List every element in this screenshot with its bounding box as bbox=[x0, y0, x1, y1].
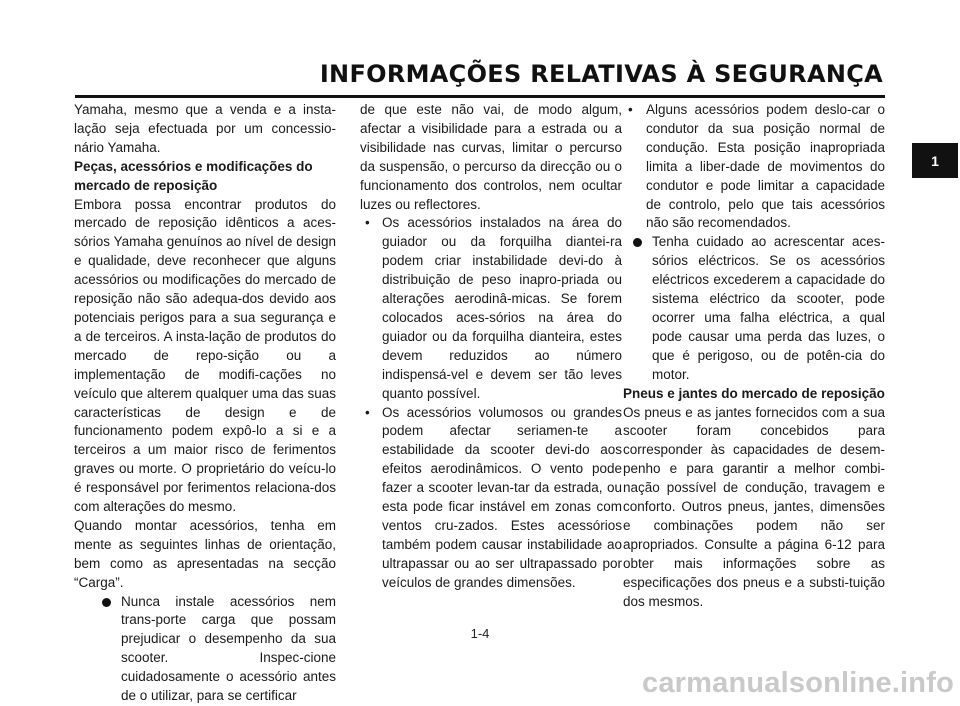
list-item bbox=[360, 404, 622, 593]
list-item bbox=[360, 214, 622, 403]
paragraph: de que este não vai, de modo algum, afectar a visibilidade para a estrada ou a visibilidade nas curvas, limitar o percurso da suspensão, o percurso da direcção ou o funcionamento dos controlos, nem ocultar luzes ou reflectores. bbox=[360, 102, 622, 212]
paragraph: Embora possa encontrar produtos do mercado de reposição idênticos a aces-sórios Yamaha genuínos ao nível de design e qualidade, deve reconhecer que alguns acessórios ou modificações do mercado de reposição não são adequa-dos devido aos potenciais perigos para a sua segurança e a de terceiros. A insta-lação de produtos do mercado de repo-sição ou a implementação de modifi-cações no veículo que alterem qualquer uma das suas características de design e de funcionamento podem expô-lo a si e a terceiros a um maior risco de ferimentos graves ou morte. O proprietário do veícu-lo é responsável por ferimentos relaciona-dos com alterações do mesmo. bbox=[74, 196, 336, 515]
list-item bbox=[74, 593, 336, 706]
column-1 bbox=[74, 101, 336, 706]
section-heading: Pneus e jantes do mercado de reposição bbox=[623, 385, 885, 401]
paragraph: Quando montar acessórios, tenha em mente as seguintes linhas de orientação, bem como as apresentadas na secção “Carga”. bbox=[74, 517, 336, 590]
bullet-dot-icon bbox=[102, 598, 111, 607]
list-item-text: Nunca instale acessórios nem trans-porte carga que possam prejudicar o desempenho da sua scooter. Inspec-cione cuidadosamente o acessório antes de o utilizar, para se certificar bbox=[121, 593, 336, 704]
section-title: INFORMAÇÕES RELATIVAS À SEGURANÇA bbox=[319, 60, 883, 88]
section-heading: Peças, acessórios e modificações do mercado de reposição bbox=[74, 158, 313, 193]
bullet-marker: • bbox=[628, 102, 633, 117]
page-number: 1-4 bbox=[470, 626, 490, 641]
bullet-marker: • bbox=[365, 404, 370, 420]
list-item-text: Os acessórios instalados na área do guiador ou da forquilha diantei-ra podem criar instabilidade devi-do à distribuição de peso inapro-priada ou alterações aerodinâ-micas. Se forem colocados aces-sórios na área do guiador ou da forquilha dianteira, estes devem reduzidos ao número indispensá-vel e devem ser tão leves quanto possível. bbox=[382, 215, 622, 401]
bullet-marker: • bbox=[365, 215, 370, 231]
header-divider bbox=[75, 95, 885, 98]
column-2 bbox=[360, 101, 622, 593]
chapter-tab: 1 bbox=[912, 143, 958, 178]
list-item bbox=[623, 101, 885, 233]
paragraph: Yamaha, mesmo que a venda e a insta-lação seja efectuada por um concessio-nário Yamaha. bbox=[74, 102, 336, 155]
list-item-text: Tenha cuidado ao acrescentar aces-sórios eléctricos. Se os acessórios eléctricos excederem a capacidade do sistema eléctrico da scooter, pode ocorrer uma falha eléctrica, a qual pode causar uma perda das luzes, o que é perigoso, ou de potên-cia do motor. bbox=[652, 234, 885, 382]
watermark: carmanualsonline.info bbox=[642, 667, 954, 699]
bullet-dot-icon bbox=[633, 238, 642, 247]
column-3 bbox=[623, 101, 885, 611]
list-item bbox=[623, 233, 885, 384]
list-item-text: Os acessórios volumosos ou grandes podem afectar seriamen-te a estabilidade da scooter devi-do aos efeitos aerodinâmicos. O vento pode fazer a scooter levan-tar da estrada, ou esta pode ficar instável em zonas com ventos cru-zados. Estes acessórios também podem causar instabilidade ao ultrapassar ou ao ser ultrapassado por veículos de grandes dimensões. bbox=[382, 404, 622, 590]
list-item-text: Alguns acessórios podem deslo-car o condutor da sua posição normal de condução. Esta posição inapropriada limita a liber-dade de movimentos do condutor e pode limitar a capacidade de controlo, pelo que tais acessórios não são recomendados. bbox=[646, 102, 885, 231]
page-header bbox=[319, 58, 883, 90]
paragraph: Os pneus e as jantes fornecidos com a sua scooter foram concebidos para corresponder às capacidades de desem-penho e para garantir a melhor combi-nação possível de condução, travagem e conforto. Outros pneus, jantes, dimensões e combinações podem não ser apropriados. Consulte a página 6-12 para obter mais informações sobre as especificações dos pneus e a substi-tuição dos mesmos. bbox=[623, 404, 885, 609]
